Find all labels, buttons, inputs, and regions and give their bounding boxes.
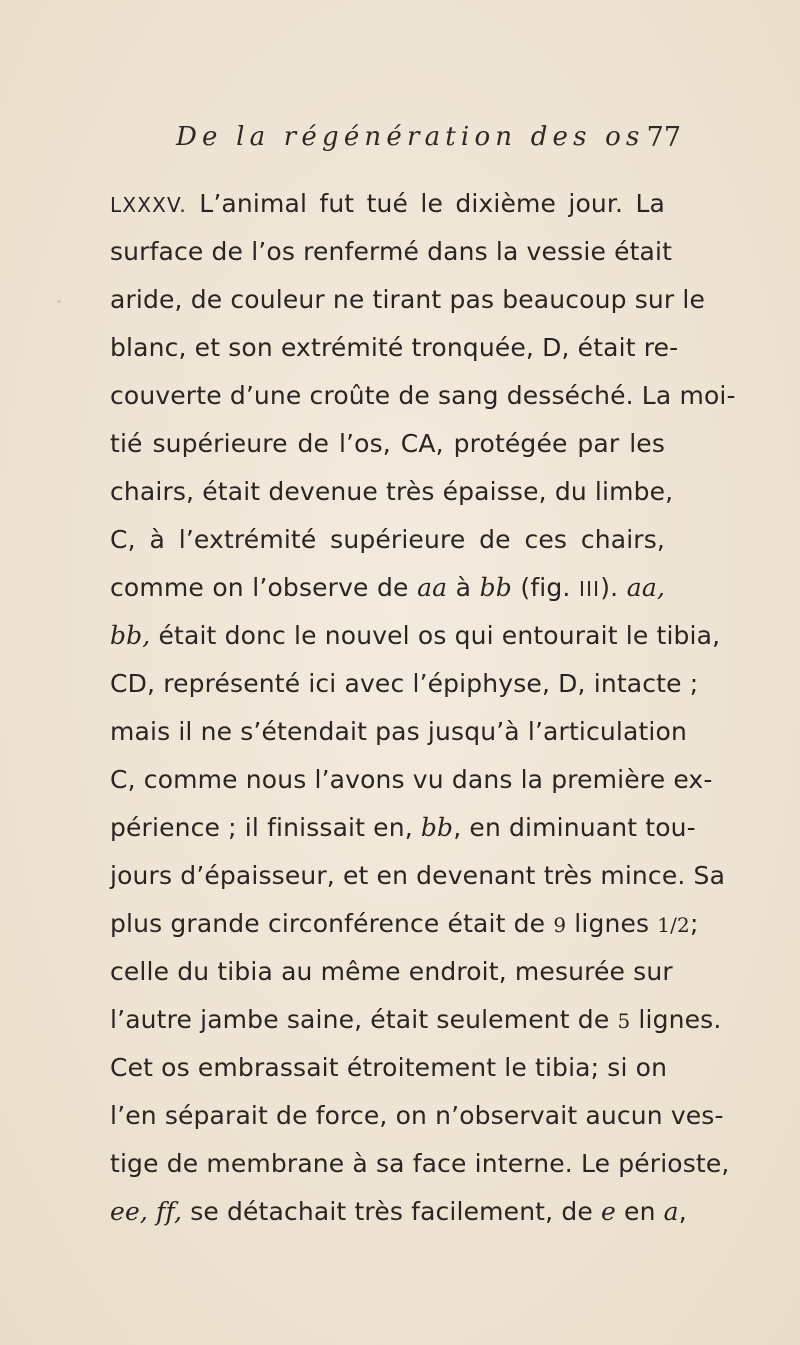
text-line: couverte d’une croûte de sang desséché. La moi- — [110, 381, 736, 410]
text-line: mais il ne s’étendait pas jusqu’à l’articulation — [110, 717, 687, 746]
text-line: celle du tibia au même endroit, mesurée sur — [110, 957, 673, 986]
text-line: chairs, était devenue très épaisse, du limbe, — [110, 477, 674, 506]
text-line: bb, était donc le nouvel os qui entourait le tibia, — [110, 621, 721, 650]
text-line: C, à l’extrémité supérieure de ces chairs, — [110, 525, 665, 554]
text-line: Cet os embrassait étroitement le tibia; si on — [110, 1053, 668, 1082]
text-line: aride, de couleur ne tirant pas beaucoup sur le — [110, 285, 706, 314]
figure-number: III — [578, 577, 601, 601]
paragraph — [110, 180, 736, 1236]
text-line: surface de l’os renfermé dans la vessie était — [110, 237, 673, 266]
figure-label: a — [663, 1197, 679, 1226]
text-line: l’en séparait de force, on n’observait aucun ves- — [110, 1101, 724, 1130]
text-line: ee, ff, se détachait très facilement, de e en a, — [110, 1197, 687, 1226]
figure-label: bb — [479, 573, 512, 602]
text-line: LXXXV. L’animal fut tué le dixième jour. La — [110, 189, 665, 218]
figure-label: bb, — [110, 621, 151, 650]
text-line: CD, représenté ici avec l’épiphyse, D, intacte ; — [110, 669, 699, 698]
text-line: comme on l’observe de aa à bb (fig. III). aa, — [110, 573, 665, 602]
running-title: De la régénération des os — [176, 122, 645, 152]
page-number: 77 — [646, 122, 681, 153]
figure-label: ee, ff, — [110, 1197, 183, 1226]
paper-speck — [57, 300, 61, 303]
text-line: tige de membrane à sa face interne. Le périoste, — [110, 1149, 730, 1178]
text-line: plus grande circonférence était de 9 lignes 1/2; — [110, 909, 699, 938]
text-line: périence ; il finissait en, bb, en diminuant tou- — [110, 813, 696, 842]
text-line: tié supérieure de l’os, CA, protégée par les — [110, 429, 665, 458]
figure-label: aa, — [626, 573, 665, 602]
text-line: C, comme nous l’avons vu dans la première ex- — [110, 765, 713, 794]
measurement-value: 9 — [553, 913, 567, 937]
page-header — [176, 122, 681, 166]
figure-label: aa — [417, 573, 448, 602]
measurement-value: 1/2 — [657, 913, 690, 937]
text-line: blanc, et son extrémité tronquée, D, était re- — [110, 333, 679, 362]
measurement-value: 5 — [617, 1009, 631, 1033]
text-line: l’autre jambe saine, était seulement de 5 lignes. — [110, 1005, 722, 1034]
figure-label: e — [600, 1197, 616, 1226]
section-number: LXXXV. — [110, 193, 187, 217]
figure-label: bb — [420, 813, 454, 842]
text-line: jours d’épaisseur, et en devenant très mince. Sa — [110, 861, 726, 890]
